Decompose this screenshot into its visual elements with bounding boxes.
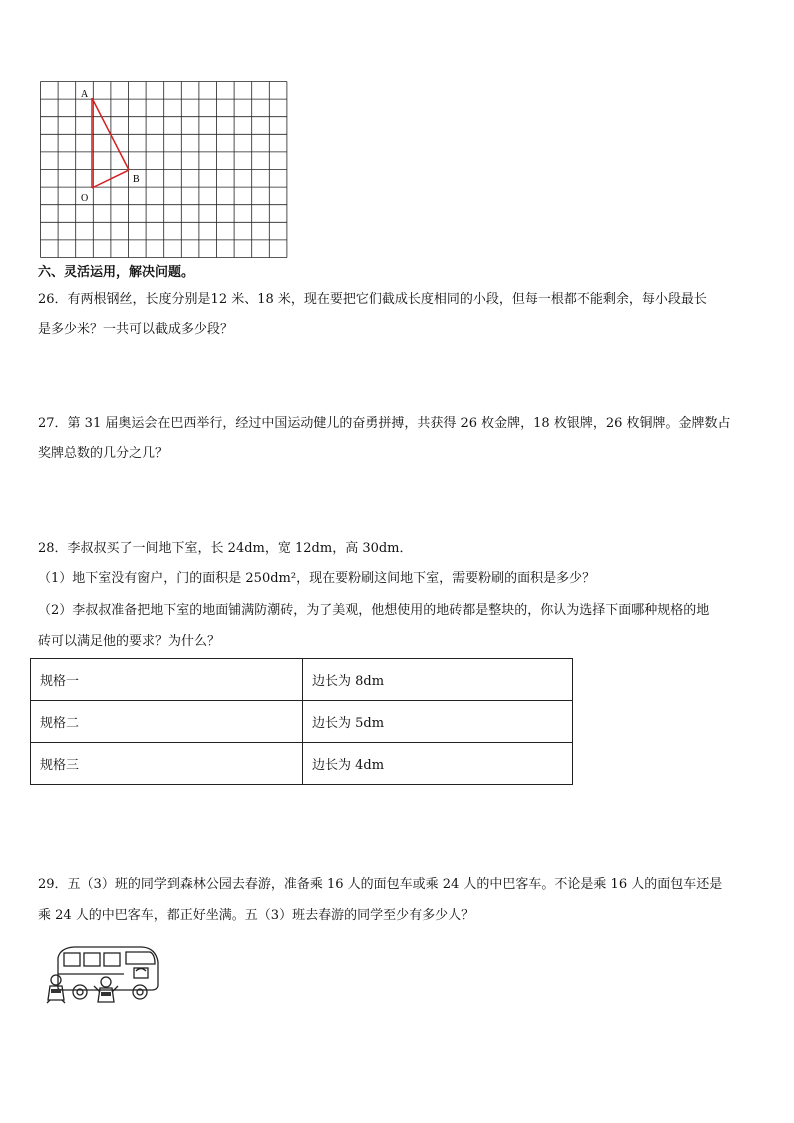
point-o-label: O [81,193,89,204]
q29-line-1: 29．五（3）班的同学到森林公园去春游，准备乘 16 人的面包车或乘 24 人的中巴客车。不论是乘 16 人的面包车还是 [38,877,723,892]
section-heading: 六、灵活运用，解决问题。 [38,265,195,280]
q29-line-2: 乘 24 人的中巴客车，都正好坐满。五（3）班去春游的同学至少有多少人？ [38,908,475,923]
table-row [31,659,573,701]
q26-line-1: 26．有两根钢丝，长度分别是12 米、18 米，现在要把它们截成长度相同的小段，但每一根都不能剩余，每小段最长 [38,292,707,307]
q28-sub-2-line-2: 砖可以满足他的要求？为什么？ [38,634,221,649]
table-row [31,743,573,785]
spec-cell: 规格一 [31,659,303,701]
size-cell: 边长为 8dm [303,659,573,701]
size-cell: 边长为 5dm [303,701,573,743]
bus-illustration-icon [44,942,162,1004]
q26-line-2: 是多少米？一共可以截成多少段？ [38,322,234,337]
q27-line-1: 27．第 31 届奥运会在巴西举行，经过中国运动健儿的奋勇拼搏，共获得 26 枚金牌，18 枚银牌，26 枚铜牌。金牌数占 [38,416,731,431]
spec-cell: 规格二 [31,701,303,743]
q28-sub-2-line-1: （2）李叔叔准备把地下室的地面铺满防潮砖，为了美观，他想使用的地砖都是整块的，你认为选择下面哪种规格的地 [38,603,710,618]
q27-line-2: 奖牌总数的几分之几？ [38,446,169,461]
spec-cell: 规格三 [31,743,303,785]
grid-figure [40,81,288,259]
tile-spec-table [30,658,573,785]
point-a-label: A [81,89,89,100]
q28-sub-1: （1）地下室没有窗户，门的面积是 250dm²，现在要粉刷这间地下室，需要粉刷的面积是多少？ [38,571,596,586]
q28-line-1: 28．李叔叔买了一间地下室，长 24dm，宽 12dm，高 30dm． [38,541,413,556]
point-b-label: B [133,174,140,185]
grid-lines [41,82,287,258]
table-row [31,701,573,743]
size-cell: 边长为 4dm [303,743,573,785]
